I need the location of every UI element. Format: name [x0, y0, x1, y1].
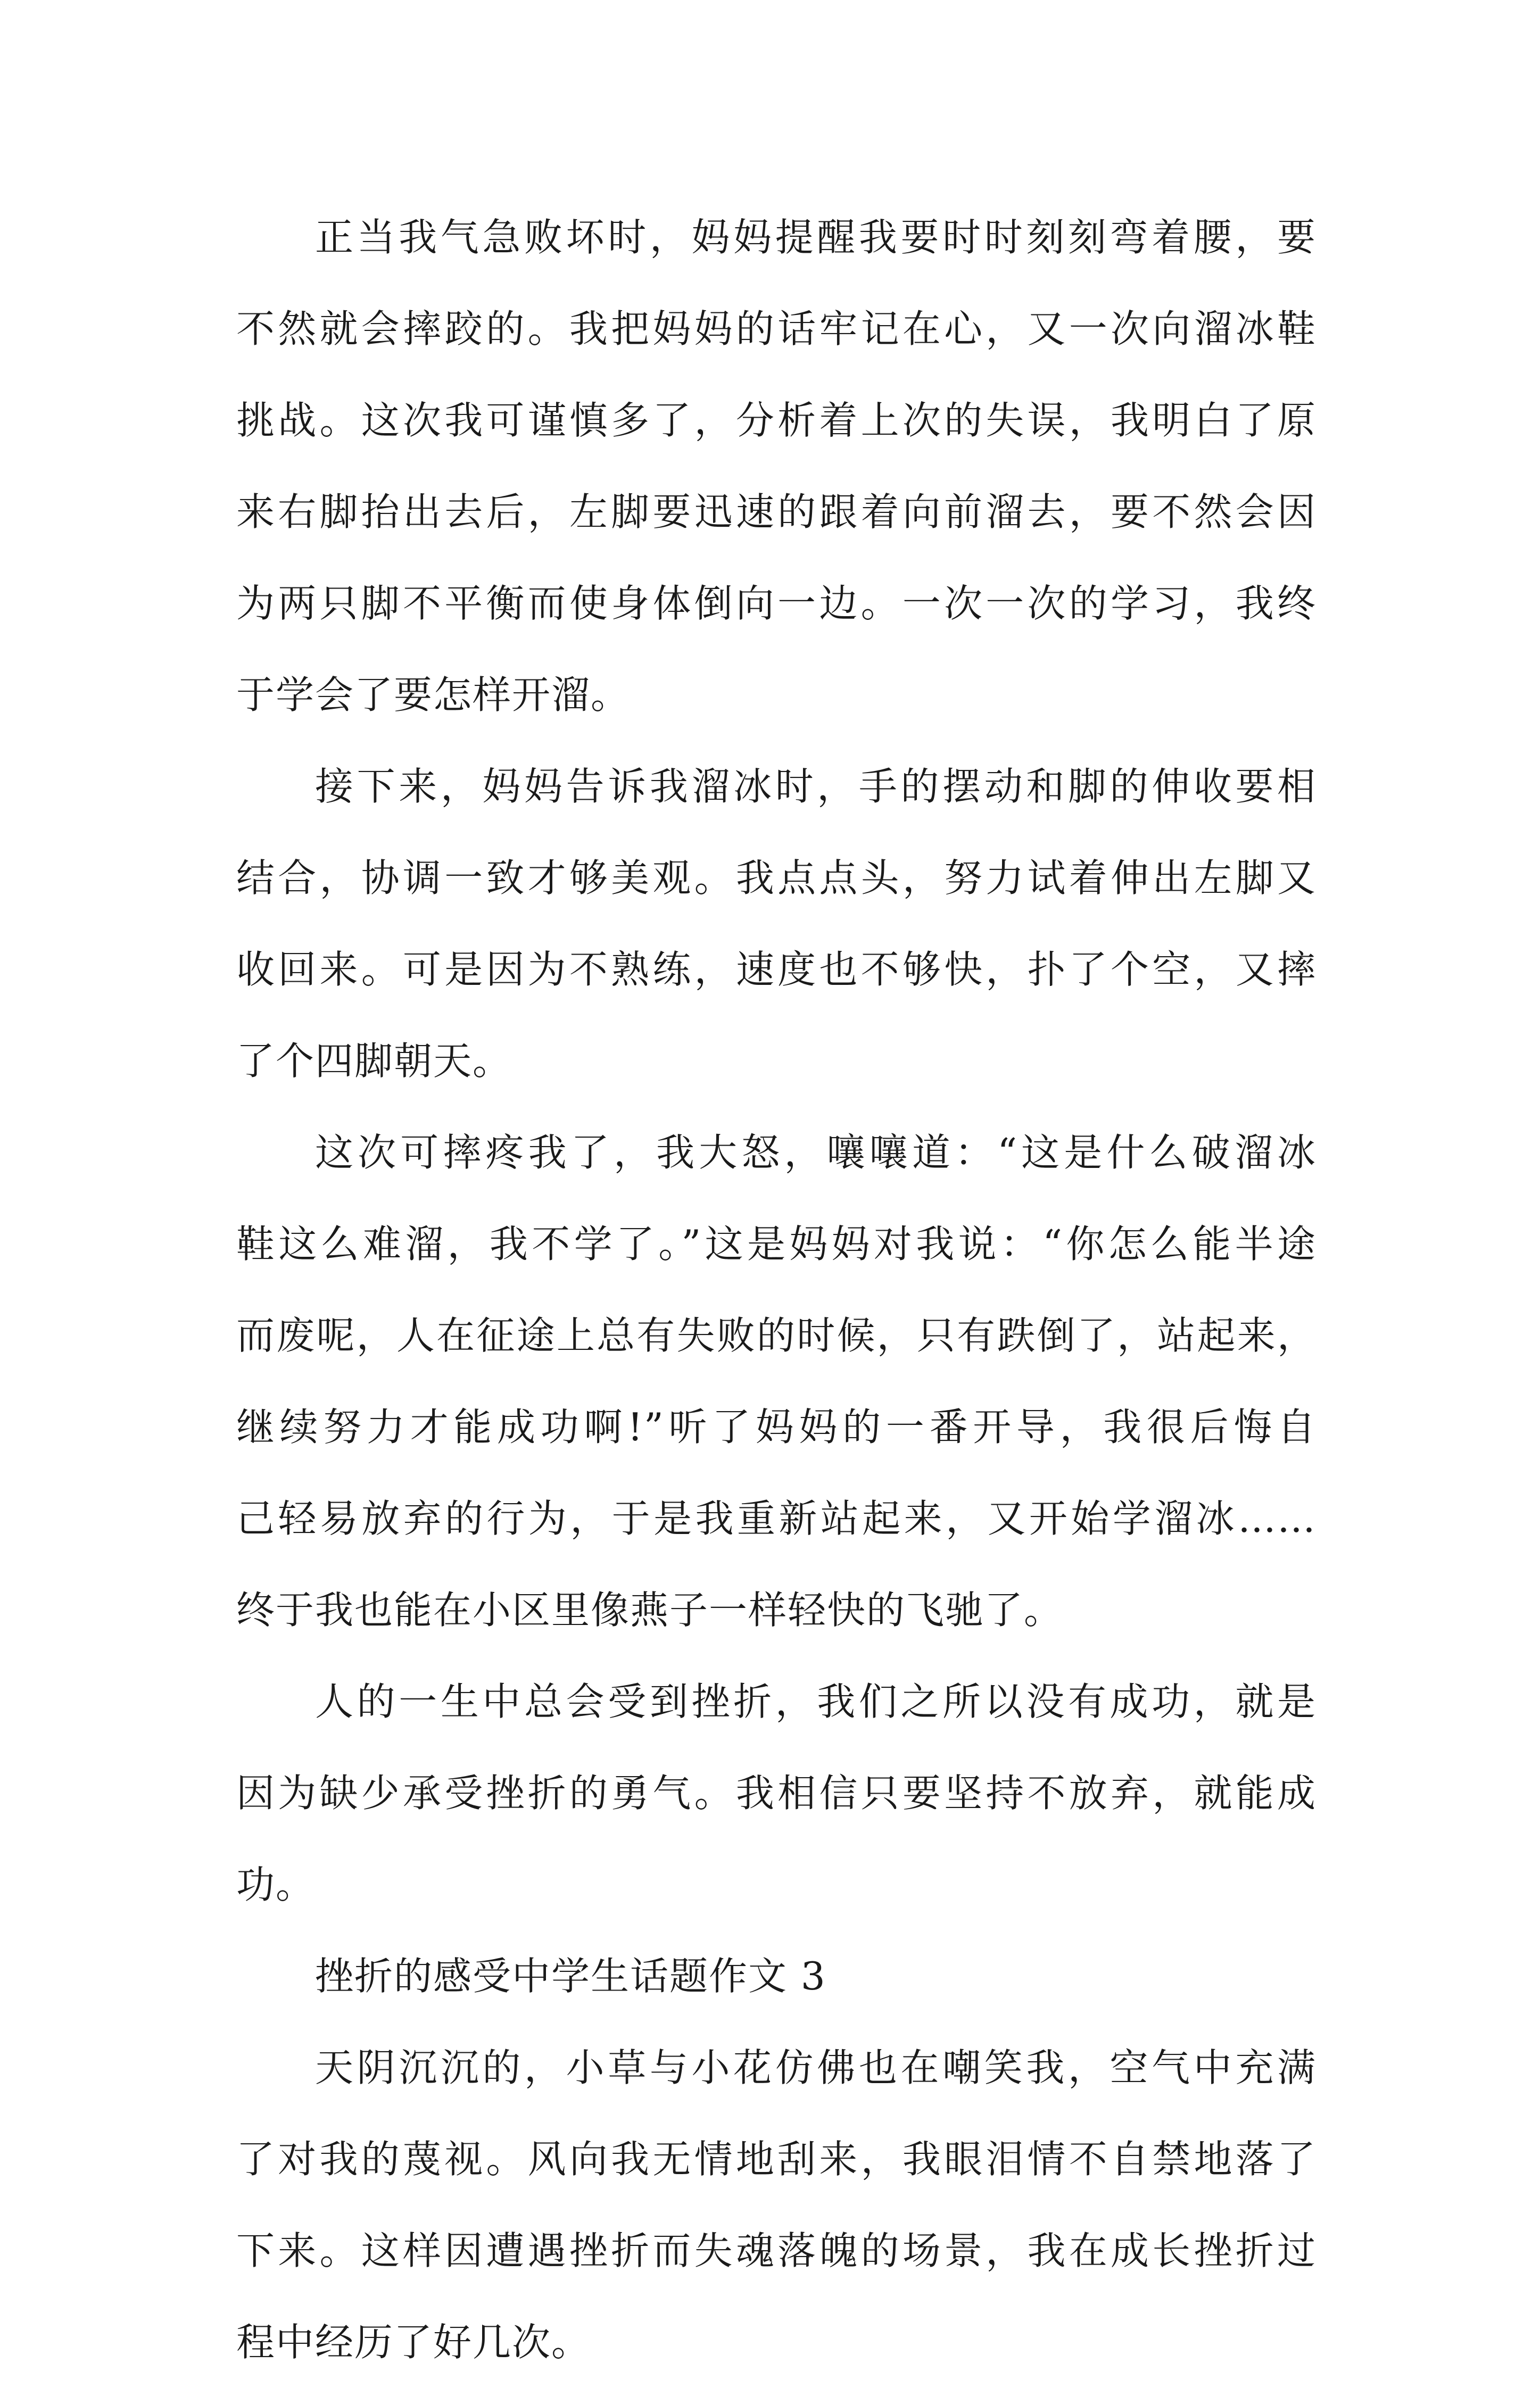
- text-line: 而废呢，人在征途上总有失败的时候，只有跌倒了，站起来，: [236, 1313, 1317, 1358]
- text-line: 这次可摔疼我了，我大怒，嚷嚷道：“这是什么破溜冰: [315, 1130, 1317, 1175]
- text-line: 终于我也能在小区里像燕子一样轻快的飞驰了。: [236, 1588, 1064, 1632]
- text-line: 人的一生中总会受到挫折，我们之所以没有成功，就是: [315, 1679, 1317, 1724]
- text-line: 来右脚抬出去后，左脚要迅速的跟着向前溜去，要不然会因: [236, 490, 1317, 534]
- text-line: 因为缺少承受挫折的勇气。我相信只要坚持不放弃，就能成: [236, 1771, 1317, 1815]
- text-line: 了对我的蔑视。风向我无情地刮来，我眼泪情不自禁地落了: [236, 2137, 1317, 2182]
- document-body: [236, 192, 1317, 2388]
- text-line: 结合，协调一致才够美观。我点点头，努力试着伸出左脚又: [236, 856, 1317, 900]
- text-line: 正当我气急败坏时，妈妈提醒我要时时刻刻弯着腰，要: [315, 215, 1317, 260]
- text-line: 了个四脚朝天。: [236, 1039, 512, 1083]
- text-line: 为两只脚不平衡而使身体倒向一边。一次一次的学习，我终: [236, 581, 1317, 626]
- text-line: 收回来。可是因为不熟练，速度也不够快，扑了个空，又摔: [236, 947, 1317, 992]
- text-line: 己轻易放弃的行为，于是我重新站起来，又开始学溜冰……: [236, 1496, 1317, 1541]
- text-line: 不然就会摔跤的。我把妈妈的话牢记在心，又一次向溜冰鞋: [236, 306, 1317, 351]
- text-line: 继续努力才能成功啊!”听了妈妈的一番开导，我很后悔自: [236, 1405, 1317, 1449]
- section-heading: 挫折的感受中学生话题作文 3: [315, 1954, 826, 1999]
- text-line: 下来。这样因遭遇挫折而失魂落魄的场景，我在成长挫折过: [236, 2228, 1317, 2273]
- text-line: 挑战。这次我可谨慎多了，分析着上次的失误，我明白了原: [236, 398, 1317, 443]
- text-line: 天阴沉沉的，小草与小花仿佛也在嘲笑我，空气中充满: [315, 2045, 1317, 2090]
- text-line: 于学会了要怎样开溜。: [236, 673, 631, 717]
- text-line: 接下来，妈妈告诉我溜冰时，手的摆动和脚的伸收要相: [315, 764, 1317, 809]
- text-line: 鞋这么难溜，我不学了。”这是妈妈对我说：“你怎么能半途: [236, 1222, 1317, 1266]
- text-line: 程中经历了好几次。: [236, 2320, 591, 2365]
- text-line: 功。: [236, 1862, 316, 1907]
